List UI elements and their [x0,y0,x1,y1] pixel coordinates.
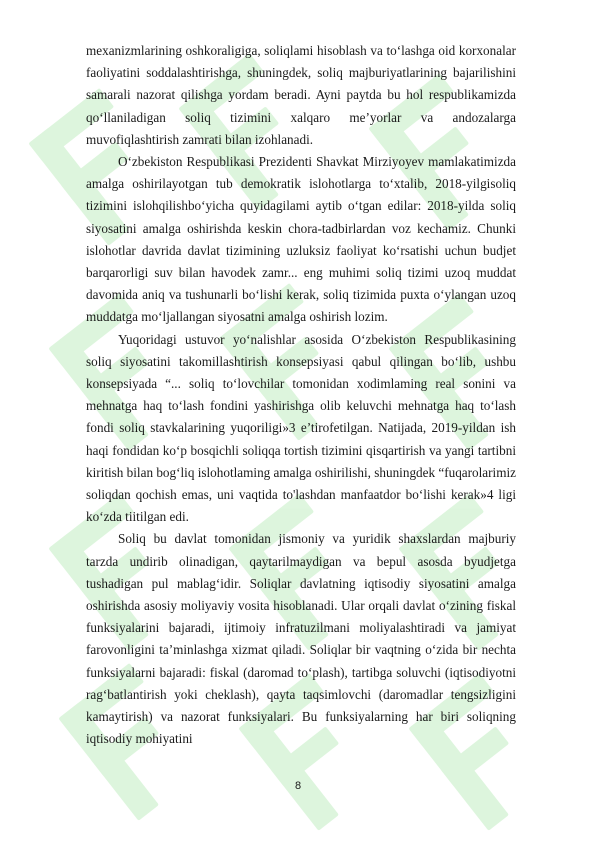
paragraph-tax-definition: Soliq bu davlat tomonidan jismoniy va yuridik shaxslardan majburiy tarzda undirib olinadigan, qaytarilmaydigan va bepul asosda byudjetga tushadigan pul mablag‘idir. Soliqlar davlatning iqtisodiy siyosatini amalga oshirishda asosiy moliyaviy vosita hisoblanadi. Ular orqali davlat o‘zining fiskal funksiyalarini bajaradi, ijtimoiy infratuzilmani moliyalashtiradi va jamiyat farovonligini ta’minlashga xizmat qiladi. Soliqlar bir vaqtning o‘zida bir nechta funksiyalarni bajaradi: fiskal (daromad to‘plash), tartibga soluvchi (iqtisodiyotni rag‘batlantirish yoki cheklash), qayta taqsimlovchi (daromadlar tengsizligini kamaytirish) va nazorat funksiyalari. Bu funksiyalarning har biri soliqning iqtisodiy mohiyatini [86,531,516,747]
paragraph-president-quote: O‘zbekiston Respublikasi Prezidenti Shavkat Mirziyoyev mamlakatimizda amalga oshirilayotgan tub demokratik islohotlarga to‘xtalib, 2018-yilgisoliq tizimini islohqilishbo‘yicha quyidagilami aytib o‘tgan edilar: 2018-yilda soliq siyosatini amalga oshirishda keskin chora-tadbirlardan voz kechamiz. Chunki islohotlar davrida davlat tizimining uzluksiz faoliyat ko‘rsatishi uchun budjet barqarorligi suv bilan havodek zamr... eng muhimi soliq tizimi uzoq muddat davomida aniq va tushunarli bo‘lishi kerak, soliq tizimida puxta o‘ylangan uzoq muddatga mo‘ljallangan siyosatni amalga oshirish lozim. [86,154,516,325]
document-body [86,40,516,751]
paragraph-continuation: mexanizmlarining oshkoraligiga, soliqlami hisoblash va to‘lashga oid korxonalar faoliyatini soddalashtirishga, shuningdek, soliq majburiyatlarining bajarilishini samarali nazorat qilishga yordam beradi. Ayni paytda bu hol respublikamizda qo‘llaniladigan soliq tizimini xalqaro me’yorlar va andozalarga muvofiqlashtirish zamrati bilan izohlanadi. [86,43,516,147]
paragraph-tax-concept: Yuqoridagi ustuvor yo‘nalishlar asosida O‘zbekiston Respublikasining soliq siyosatini takomillashtirish konsepsiyasi qabul qilingan bo‘lib, ushbu konsepsiyada “... soliq to‘lovchilar tomonidan xodimlaming real sonini va mehnatga haq to‘lash fondini yashirishga olib keluvchi mehnatga haq to‘lash fondi soliq stavkalarining yuqoriligi»3 e’tirofetilgan. Natijada, 2019-yildan ish haqi fondidan ko‘p bosqichli soliqqa tortish tizimini qisqartirish va yangi tartibni kiritish bilan bog‘liq islohotlaming amalga oshirilishi, shuningdek “fuqarolarimiz soliqdan qochish emas, uni vaqtida to'lashdan manfaatdor bo‘lishi kerak»4 ligi ko‘zda tiitilgan edi. [86,331,516,525]
page-number: 8 [294,780,302,792]
